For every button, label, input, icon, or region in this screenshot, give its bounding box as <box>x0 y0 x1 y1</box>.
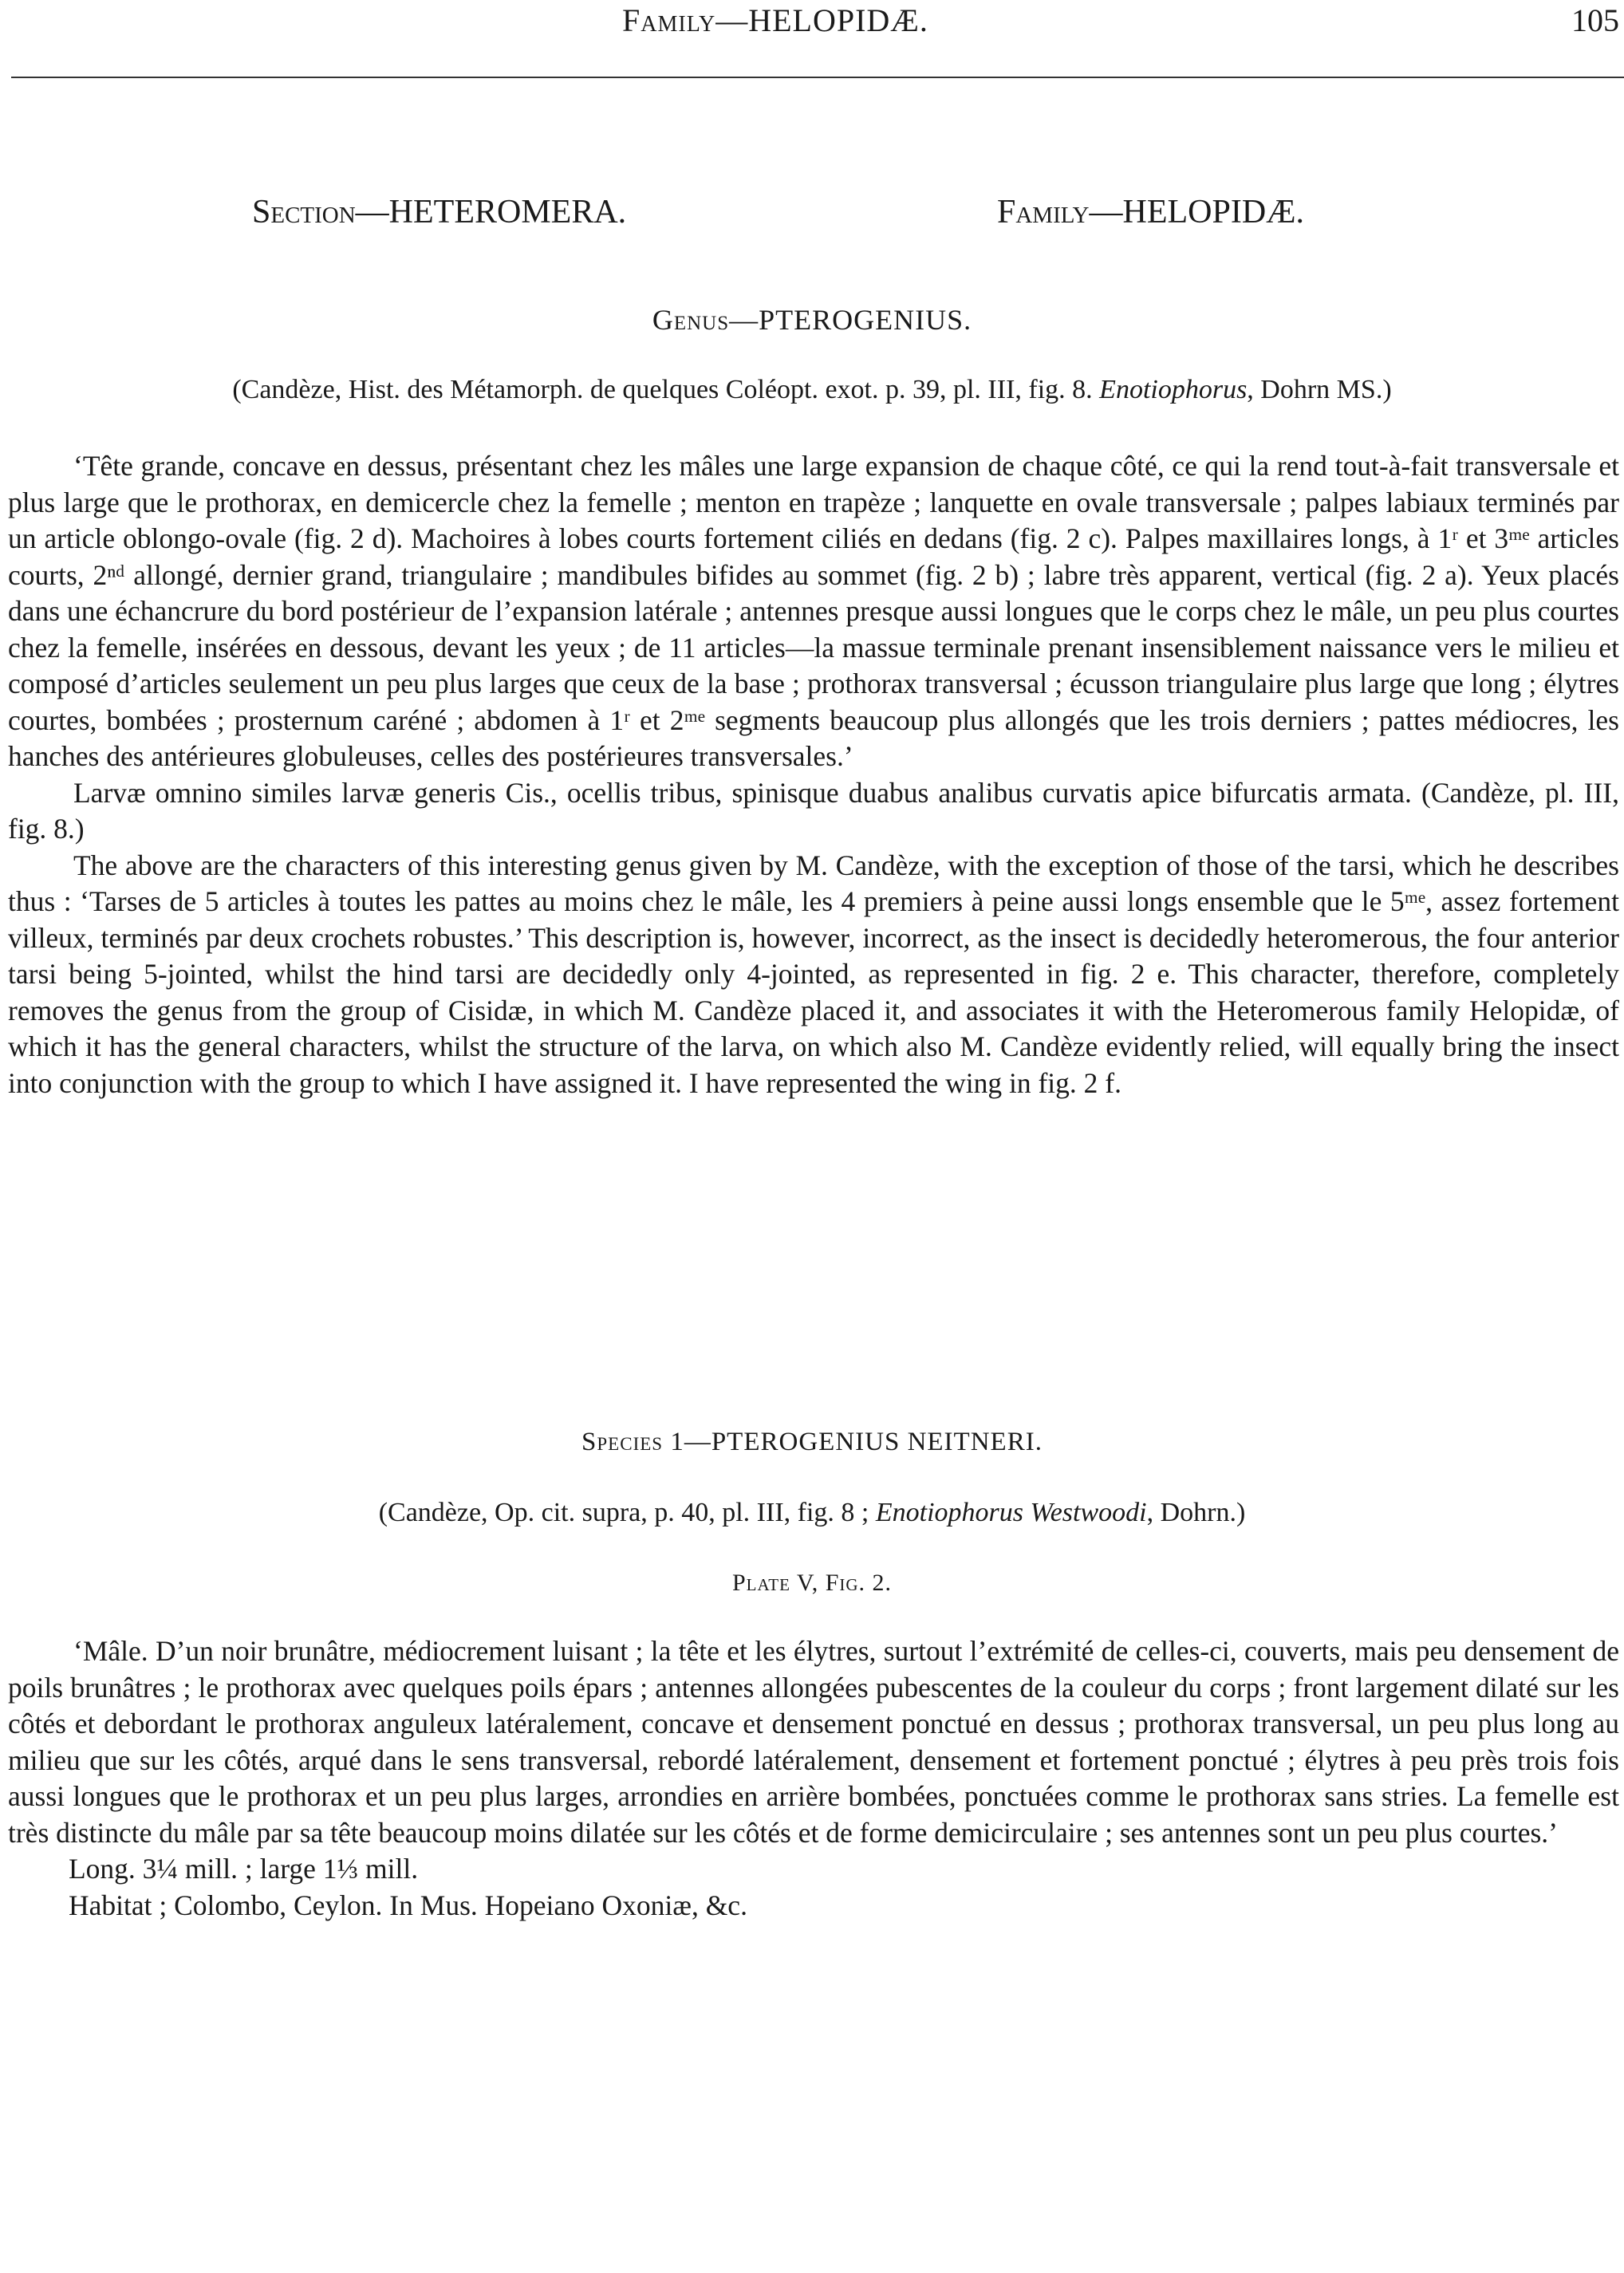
genus-paragraph-3: The above are the characters of this interesting genus given by M. Candèze, with the exception of those of the tarsi, which he describes thus : ‘Tarses de 5 articles à toutes les pattes au moins chez le mâle, les 4 premiers à peine aussi longs ensemble que le 5ᵐᵉ, assez fortement villeux, terminés par deux crochets robustes.’ This description is, however, incorrect, as the insect is decidedly heteromerous, the four anterior tarsi being 5-jointed, whilst the hind tarsi are decidedly only 4-jointed, as represented in fig. 2 e. This character, therefore, completely removes the genus from the group of Cisidæ, in which M. Candèze placed it, and associates it with the Heteromerous family Helopidæ, of which it has the general characters, whilst the structure of the larva, on which also M. Candèze evidently relied, will equally bring the insect into conjunction with the group to which I have assigned it. I have represented the wing in fig. 2 f. <box>8 849 1619 1099</box>
species-description <box>8 1633 1619 1924</box>
section-family-headings <box>0 193 1624 241</box>
running-head <box>0 0 1624 48</box>
genus-citation <box>0 375 1624 405</box>
species-heading: Species 1—PTEROGENIUS NEITNERI. <box>581 1428 1043 1456</box>
species-citation <box>0 1498 1624 1528</box>
page-number: 105 <box>1571 2 1619 38</box>
family-heading: Family—HELOPIDÆ. <box>997 194 1304 230</box>
species-citation-text: (Candèze, Op. cit. supra, p. 40, pl. III, fig. 8 ; <box>378 1498 876 1527</box>
genus-description <box>8 448 1619 1101</box>
genus-citation-end: , Dohrn MS.) <box>1247 375 1392 404</box>
genus-heading: Genus—PTEROGENIUS. <box>652 304 972 336</box>
genus-citation-text: (Candèze, Hist. des Métamorph. de quelques Coléopt. exot. p. 39, pl. III, fig. 8. <box>232 375 1100 404</box>
species-paragraph: ‘Mâle. D’un noir brunâtre, médiocrement luisant ; la tête et les élytres, surtout l’extrémité de celles-ci, couverts, mais peu densement de poils brunâtres ; le prothorax avec quelques poils épars ; antennes allongées pubescentes de la couleur du corps ; front largement dilaté sur les côtés et debordant le prothorax anguleux latéralement, concave et densement ponctué en dessus ; prothorax transversal, un peu plus long au milieu que sur les côtés, arqué dans le sens transversal, rebordé latéralement, densement et fortement ponctué ; élytres à peu près trois fois aussi longues que le prothorax et un peu plus larges, arrondies en arrière bombées, ponctuées comme le prothorax sans stries. La femelle est très distincte du mâle par sa tête beaucoup moins dilatée sur les côtés et de forme demicirculaire ; ses antennes sont un peu plus courtes.’ <box>8 1635 1619 1849</box>
genus-paragraph-1: ‘Tête grande, concave en dessus, présentant chez les mâles une large expansion de chaque côté, ce qui la rend tout-à-fait transversale et plus large que le prothorax, en demicercle chez la femelle ; menton en trapèze ; lanquette en ovale transversale ; palpes labiaux terminés par un article oblongo-ovale (fig. 2 d). Machoires à lobes courts fortement ciliés en dedans (fig. 2 c). Palpes maxillaires longs, à 1ʳ et 3ᵐᵉ articles courts, 2ⁿᵈ allongé, dernier grand, triangulaire ; mandibules bifides au sommet (fig. 2 b) ; labre très apparent, vertical (fig. 2 a). Yeux placés dans une échancrure du bord postérieur de l’expansion latérale ; antennes presque aussi longues que le corps chez le mâle, un peu plus courtes chez la femelle, insérées en dessous, devant les yeux ; de 11 articles—la massue terminale prenant insensiblement naissance vers le milieu et composé d’articles seulement un peu plus larges que ceux de la base ; prothorax transversal ; écusson triangulaire plus large que long ; élytres courtes, bombées ; prosternum caréné ; abdomen à 1ʳ et 2ᵐᵉ segments beaucoup plus allongés que les trois derniers ; pattes médiocres, les hanches des antérieures globuleuses, celles des postérieures transversales.’ <box>8 450 1619 772</box>
species-citation-end: , Dohrn.) <box>1146 1498 1246 1527</box>
genus-paragraph-2: Larvæ omnino similes larvæ generis Cis., ocellis tribus, spinisque duabus analibus curvatis apice bifurcatis armata. (Candèze, pl. III, fig. 8.) <box>8 776 1619 845</box>
species-measurements: Long. 3¼ mill. ; large 1⅓ mill. <box>69 1853 419 1885</box>
species-citation-italic: Enotiophorus Westwoodi <box>875 1498 1147 1527</box>
species-habitat: Habitat ; Colombo, Ceylon. In Mus. Hopeiano Oxoniæ, &c. <box>69 1889 747 1921</box>
header-rule <box>11 77 1624 78</box>
section-heading: Section—HETEROMERA. <box>252 194 627 230</box>
plate-reference: Plate V, Fig. 2. <box>731 1570 893 1596</box>
genus-citation-italic: Enotiophorus <box>1099 375 1248 404</box>
running-title: Family—HELOPIDÆ. <box>622 2 928 38</box>
